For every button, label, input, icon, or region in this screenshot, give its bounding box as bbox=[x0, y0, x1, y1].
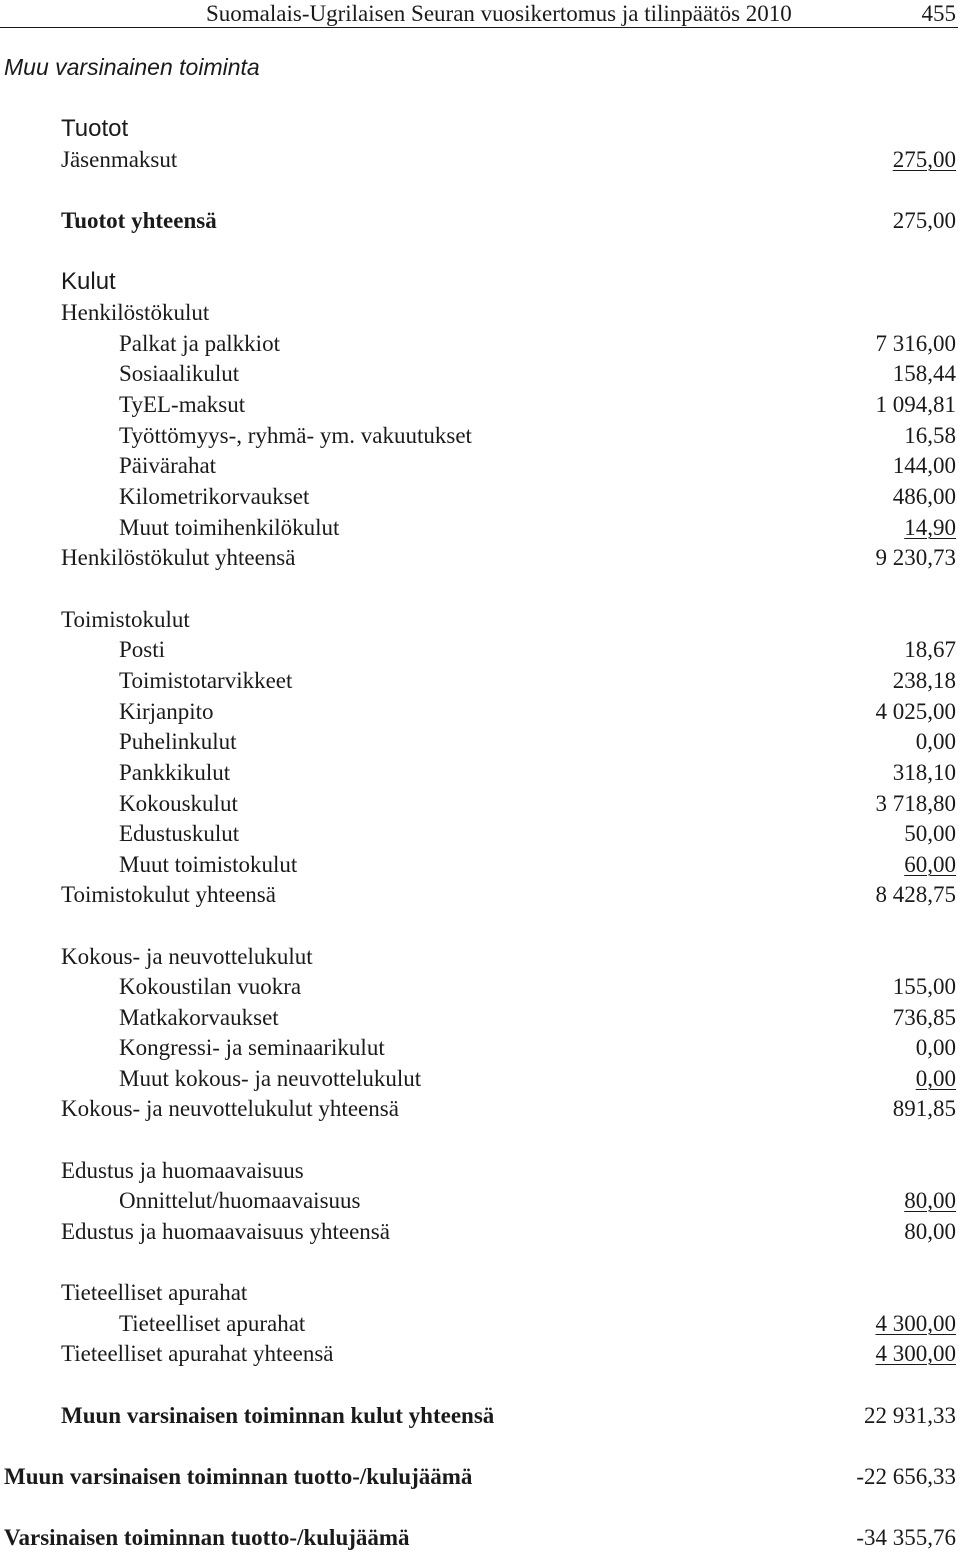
row-amount: 275,00 bbox=[892, 208, 956, 233]
row-label: Muun varsinaisen toiminnan tuotto-/kulujäämä bbox=[4, 1464, 473, 1489]
row-label: Kokous- ja neuvottelukulut yhteensä bbox=[61, 1096, 399, 1121]
table-row bbox=[0, 1309, 958, 1339]
row-amount: 18,67 bbox=[904, 637, 956, 662]
other-result-row bbox=[0, 1462, 958, 1492]
row-label: Onnittelut/huomaavaisuus bbox=[119, 1188, 361, 1213]
table-row bbox=[0, 972, 958, 1002]
row-label: Tieteelliset apurahat yhteensä bbox=[61, 1341, 334, 1366]
row-amount: 238,18 bbox=[892, 668, 956, 693]
table-row bbox=[0, 697, 958, 727]
subtotal-row bbox=[0, 1094, 958, 1124]
row-amount: 4 300,00 bbox=[875, 1311, 956, 1336]
group-heading-label: Kokous- ja neuvottelukulut bbox=[61, 944, 313, 969]
row-amount: 0,00 bbox=[915, 729, 956, 754]
expenses-total-row bbox=[0, 1401, 958, 1431]
table-row bbox=[0, 758, 958, 788]
row-label: Kokouskulut bbox=[119, 791, 238, 816]
table-row bbox=[0, 727, 958, 757]
row-label: Muut kokous- ja neuvottelukulut bbox=[119, 1066, 422, 1091]
group-heading-label: Toimistokulut bbox=[61, 607, 190, 632]
row-label: Henkilöstökulut yhteensä bbox=[61, 545, 296, 570]
row-amount: 155,00 bbox=[892, 974, 956, 999]
row-label: TyEL-maksut bbox=[119, 392, 246, 417]
row-label: Matkakorvaukset bbox=[119, 1005, 279, 1030]
expenses-heading-label: Kulut bbox=[61, 268, 116, 295]
row-label: Posti bbox=[119, 637, 166, 662]
row-label: Toimistotarvikkeet bbox=[119, 668, 293, 693]
row-label: Työttömyys-, ryhmä- ym. vakuutukset bbox=[119, 423, 472, 448]
page-number: 455 bbox=[921, 1, 956, 26]
group-heading-label: Tieteelliset apurahat bbox=[61, 1280, 248, 1305]
group-heading-label: Edustus ja huomaavaisuus bbox=[61, 1158, 304, 1183]
row-label: Muut toimihenkilökulut bbox=[119, 515, 340, 540]
row-label: Kirjanpito bbox=[119, 699, 214, 724]
row-amount: 50,00 bbox=[904, 821, 956, 846]
group-heading bbox=[0, 942, 958, 972]
header-rule bbox=[0, 27, 958, 28]
subtotal-row bbox=[0, 543, 958, 573]
row-amount: 0,00 bbox=[915, 1066, 956, 1091]
row-label: Puhelinkulut bbox=[119, 729, 237, 754]
table-row bbox=[0, 513, 958, 543]
row-amount: 22 931,33 bbox=[864, 1403, 956, 1428]
group-heading-label: Henkilöstökulut bbox=[61, 300, 210, 325]
table-row bbox=[0, 850, 958, 880]
table-row bbox=[0, 359, 958, 389]
row-amount: 1 094,81 bbox=[875, 392, 956, 417]
row-label: Pankkikulut bbox=[119, 760, 231, 785]
row-amount: 275,00 bbox=[892, 147, 956, 172]
expenses-heading bbox=[0, 267, 958, 297]
row-amount: 891,85 bbox=[892, 1096, 956, 1121]
table-row bbox=[0, 1186, 958, 1216]
row-amount: 9 230,73 bbox=[875, 545, 956, 570]
row-amount: 144,00 bbox=[892, 453, 956, 478]
row-label: Sosiaalikulut bbox=[119, 361, 240, 386]
subtotal-row bbox=[0, 1217, 958, 1247]
group-heading bbox=[0, 1278, 958, 1308]
row-amount: 486,00 bbox=[892, 484, 956, 509]
table-row bbox=[0, 666, 958, 696]
row-label: Kokoustilan vuokra bbox=[119, 974, 302, 999]
row-amount: 80,00 bbox=[904, 1219, 956, 1244]
row-amount: 318,10 bbox=[892, 760, 956, 785]
row-label: Päivärahat bbox=[119, 453, 217, 478]
row-amount: 7 316,00 bbox=[875, 331, 956, 356]
row-label: Muut toimistokulut bbox=[119, 852, 298, 877]
row-amount: 8 428,75 bbox=[875, 882, 956, 907]
row-amount: 158,44 bbox=[892, 361, 956, 386]
row-label: Edustuskulut bbox=[119, 821, 240, 846]
row-amount: 16,58 bbox=[904, 423, 956, 448]
table-row bbox=[0, 789, 958, 819]
subtotal-row bbox=[0, 880, 958, 910]
row-label: Kilometrikorvaukset bbox=[119, 484, 310, 509]
income-heading-label: Tuotot bbox=[61, 115, 129, 142]
table-row bbox=[0, 145, 958, 175]
income-heading bbox=[0, 114, 958, 144]
main-result-row bbox=[0, 1523, 958, 1553]
table-row bbox=[0, 451, 958, 481]
table-row bbox=[0, 421, 958, 451]
income-total-row bbox=[0, 206, 958, 236]
group-heading bbox=[0, 1156, 958, 1186]
table-row bbox=[0, 1064, 958, 1094]
header-title: Suomalais-Ugrilaisen Seuran vuosikertomus ja tilinpäätös 2010 bbox=[206, 1, 792, 26]
row-amount: 80,00 bbox=[904, 1188, 956, 1213]
table-row bbox=[0, 329, 958, 359]
row-label: Varsinaisen toiminnan tuotto-/kulujäämä bbox=[4, 1525, 410, 1550]
table-row bbox=[0, 635, 958, 665]
table-row bbox=[0, 819, 958, 849]
row-label: Palkat ja palkkiot bbox=[119, 331, 280, 356]
section-title: Muu varsinainen toiminta bbox=[4, 54, 260, 80]
table-row bbox=[0, 482, 958, 512]
row-amount: 4 025,00 bbox=[875, 699, 956, 724]
row-label: Toimistokulut yhteensä bbox=[61, 882, 276, 907]
table-row bbox=[0, 390, 958, 420]
row-amount: 14,90 bbox=[904, 515, 956, 540]
subtotal-row bbox=[0, 1339, 958, 1369]
row-amount: -34 355,76 bbox=[856, 1525, 956, 1550]
page-header bbox=[0, 0, 960, 32]
row-label: Tieteelliset apurahat bbox=[119, 1311, 306, 1336]
row-amount: 0,00 bbox=[915, 1035, 956, 1060]
group-heading bbox=[0, 605, 958, 635]
table-row bbox=[0, 1003, 958, 1033]
row-label: Muun varsinaisen toiminnan kulut yhteensä bbox=[61, 1403, 495, 1428]
row-label: Kongressi- ja seminaarikulut bbox=[119, 1035, 385, 1060]
table-row bbox=[0, 1033, 958, 1063]
row-amount: 3 718,80 bbox=[875, 791, 956, 816]
row-amount: -22 656,33 bbox=[856, 1464, 956, 1489]
row-amount: 736,85 bbox=[892, 1005, 956, 1030]
group-heading bbox=[0, 298, 958, 328]
row-amount: 60,00 bbox=[904, 852, 956, 877]
row-label: Jäsenmaksut bbox=[61, 147, 178, 172]
row-label: Edustus ja huomaavaisuus yhteensä bbox=[61, 1219, 390, 1244]
row-amount: 4 300,00 bbox=[875, 1341, 956, 1366]
row-label: Tuotot yhteensä bbox=[61, 208, 217, 233]
